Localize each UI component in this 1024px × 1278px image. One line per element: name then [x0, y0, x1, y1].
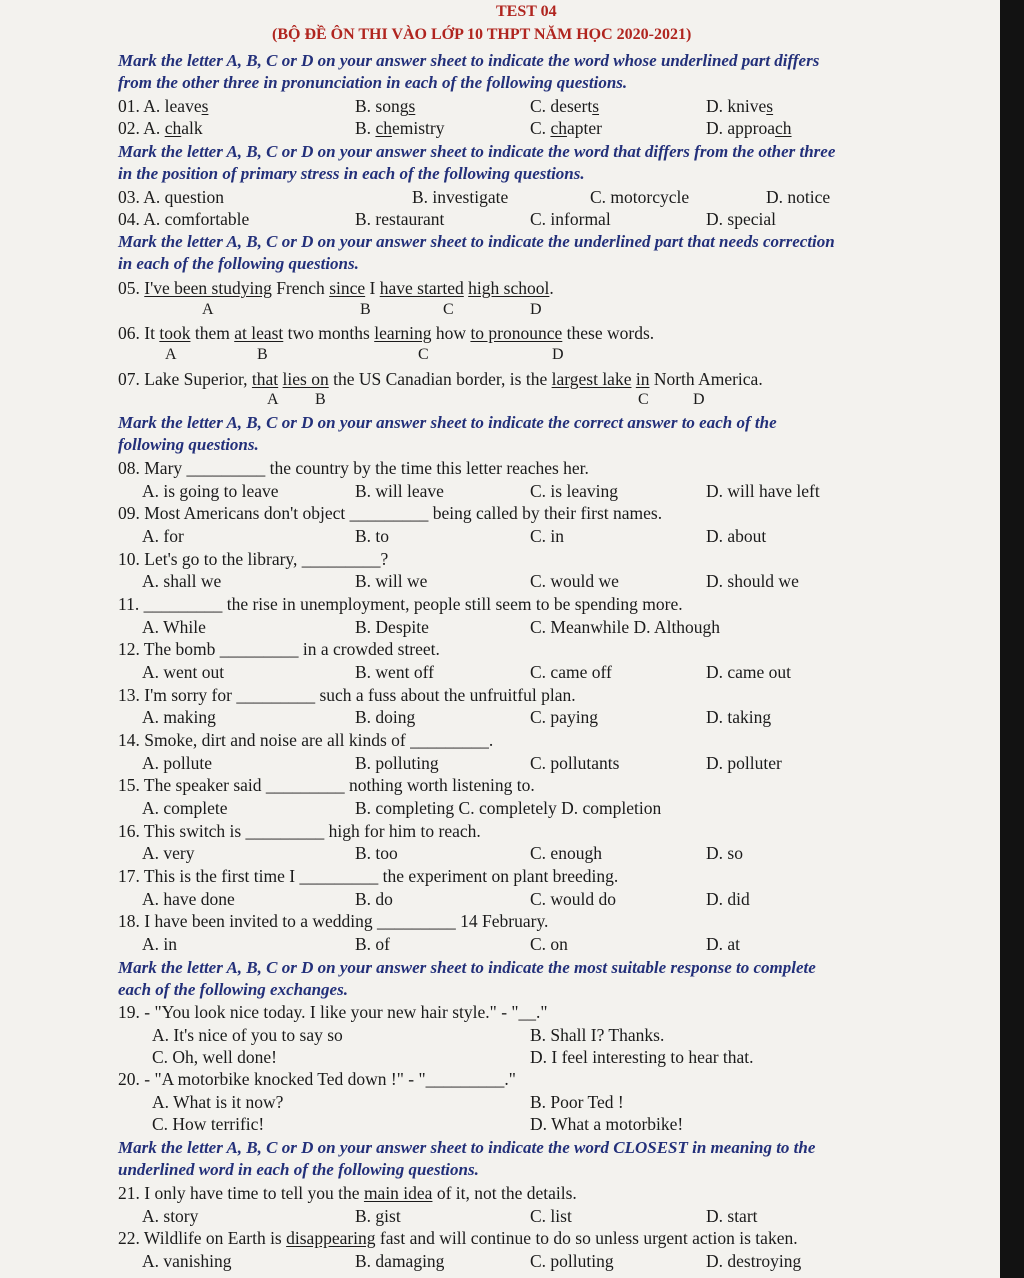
instruction-stress-cont: in the position of primary stress in each of the following questions.	[118, 164, 585, 183]
question-14-stem: 14. Smoke, dirt and noise are all kinds of _________.	[118, 730, 494, 750]
question-09-stem: 09. Most Americans don't object _________ being called by their first names.	[118, 503, 663, 523]
question-17-stem: 17. This is the first time I _________ the experiment on plant breeding.	[118, 866, 619, 886]
instruction-closest-meaning-cont: underlined word in each of the following questions.	[118, 1160, 479, 1179]
question-12-stem: 12. The bomb _________ in a crowded street.	[118, 639, 440, 659]
option-letter-c: C	[443, 301, 454, 318]
instruction-stress: Mark the letter A, B, C or D on your answer sheet to indicate the word that differs from the other three	[118, 142, 836, 161]
question-21-stem: 21. I only have time to tell you the main idea of it, not the details.	[118, 1183, 577, 1203]
question-15-stem: 15. The speaker said _________ nothing worth listening to.	[118, 775, 535, 795]
option-letter-b: B	[360, 301, 371, 318]
question-20-stem: 20. - "A motorbike knocked Ted down !" - "_________."	[118, 1069, 516, 1089]
option-letter-d: D	[530, 301, 542, 318]
question-22-stem: 22. Wildlife on Earth is disappearing fast and will continue to do so unless urgent action is taken.	[118, 1228, 798, 1248]
option-letter-a: A	[165, 346, 177, 363]
photo-dark-edge	[1000, 0, 1024, 1278]
instruction-pronunciation: Mark the letter A, B, C or D on your answer sheet to indicate the word whose underlined part differs	[118, 51, 820, 70]
question-19-stem: 19. - "You look nice today. I like your new hair style." - "__."	[118, 1002, 548, 1022]
question-13-stem: 13. I'm sorry for _________ such a fuss about the unfruitful plan.	[118, 685, 576, 705]
option-letter-a: A	[202, 301, 214, 318]
instruction-correction-cont: in each of the following questions.	[118, 254, 359, 273]
question-06: 06. It took them at least two months learning how to pronounce these words.	[118, 323, 655, 343]
test-title: TEST 04	[496, 3, 557, 20]
option-letter-d: D	[552, 346, 564, 363]
question-11-stem: 11. _________ the rise in unemployment, people still seem to be spending more.	[118, 594, 683, 614]
question-10-stem: 10. Let's go to the library, _________?	[118, 549, 389, 569]
question-04: 04. A. comfortable B. restaurant C. informal D. special	[118, 209, 776, 229]
option-letter-d: D	[693, 391, 705, 408]
instruction-response-cont: each of the following exchanges.	[118, 980, 348, 999]
option-letter-c: C	[638, 391, 649, 408]
question-07: 07. Lake Superior, that lies on the US Canadian border, is the largest lake in North America.	[118, 369, 763, 389]
test-subtitle: (BỘ ĐỀ ÔN THI VÀO LỚP 10 THPT NĂM HỌC 2020-2021)	[272, 26, 692, 43]
question-08-stem: 08. Mary _________ the country by the time this letter reaches her.	[118, 458, 589, 478]
instruction-correct-answer-cont: following questions.	[118, 435, 259, 454]
option-letter-b: B	[315, 391, 326, 408]
option-letter-b: B	[257, 346, 268, 363]
question-05: 05. I've been studying French since I have started high school.	[118, 278, 554, 298]
question-18-stem: 18. I have been invited to a wedding _________ 14 February.	[118, 911, 549, 931]
instruction-correct-answer: Mark the letter A, B, C or D on your answer sheet to indicate the correct answer to each of the	[118, 413, 777, 432]
option-letter-c: C	[418, 346, 429, 363]
instruction-correction: Mark the letter A, B, C or D on your answer sheet to indicate the underlined part that needs correction	[118, 232, 835, 251]
question-16-stem: 16. This switch is _________ high for him to reach.	[118, 821, 481, 841]
instruction-closest-meaning: Mark the letter A, B, C or D on your answer sheet to indicate the word CLOSEST in meaning to the	[118, 1138, 816, 1157]
exam-sheet: TEST 04 (BỘ ĐỀ ÔN THI VÀO LỚP 10 THPT NĂM HỌC 2020-2021) Mark the letter A, B, C or D on your answer sheet to indicate the word whose underlined part differs from the other three in pronunciation in each of the following questions. 01. A. leaves B. songs C. deserts D. knives 02. A. chalk B. chemistry C. chapter D. approach Mark the letter A, B, C or D on your answer sheet to indicate the word that differs from the other three in the position of primary stress in each of the following questions. 03. A. question B. investigate C. motorcycle D. notice 04. A. comfortable B. restaurant C. informal D. special Mark the letter A, B, C or D on your answer sheet to indicate the underlined part that needs correction in each of the following questions. 05. I've been studying French since I have started high school. A B C D 06. It took them at least two months learning how to pronounce these words. A B C D 07. Lake Superior, that lies on the US Canadian border, is the largest lake in North America. A B C D Mark the letter A, B, C or D on your answer sheet to indicate the correct answer to each of the following questions. 08. Mary _________ the country by the time this letter reaches her. A. is going to leave B. will leave C. is leaving D. will have left 09. Most Americans don't object _________ being called by their first names. A. for B. to C. in D. about 10. Let's go to the library, _________? A. shall we B. will we C. would we D. should we 11. _________ the rise in unemployment, people still seem to be spending more. A. While B. Despite C. Meanwhile D. Although 12. The bomb _________ in a crowded street. A. went out B. went off C. came off D. came out 13. I'm sorry for _________ such a fuss about the unfruitful plan. A. making B. doing C. paying D. taking 14. Smoke, dirt and noise are all kinds of _________. A. pollute B. polluting C. pollutants D. polluter 15. The speaker said _________ nothing worth listening to. A. complete B. completing C. completely D. completion 16. This switch is _________ high for him to reach. A. very B. too C. enough D. so 17. This is the first time I _________ the experiment on plant breeding. A. have done B. do C. would do D. did 18. I have been invited to a wedding _________ 14 February. A. in B. of C. on D. at Mark the letter A, B, C or D on your answer sheet to indicate the most suitable response to complete each of the following exchanges. 19. - "You look nice today. I like your new hair style." - "__." A. It's nice of you to say so B. Shall I? Thanks. C. Oh, well done! D. I feel interesting to hear that. 20. - "A motorbike knocked Ted down !" - "_________." A. What is it now? B. Poor Ted ! C. How terrific! D. What a motorbike! Mark the letter A, B, C or D on your answer sheet to indicate the word CLOSEST in meaning to the underlined word in each of the following questions. 21. I only have time to tell you the main idea of it, not the details. A. story B. gist C. list D. start 22. Wildlife on Earth is disappearing fast and will continue to do so unless urgent action is taken. A. vanishing B. damaging C. polluting D. destroying	[0, 0, 1000, 1278]
question-03: 03. A. question B. investigate C. motorcycle D. notice	[118, 187, 831, 207]
question-02: 02. A. chalk B. chemistry C. chapter D. approach	[118, 118, 792, 138]
question-01: 01. A. leaves B. songs C. deserts D. knives	[118, 96, 774, 116]
option-letter-a: A	[267, 391, 279, 408]
instruction-response: Mark the letter A, B, C or D on your answer sheet to indicate the most suitable response to complete	[118, 958, 816, 977]
instruction-pronunciation-cont: from the other three in pronunciation in each of the following questions.	[118, 73, 628, 92]
